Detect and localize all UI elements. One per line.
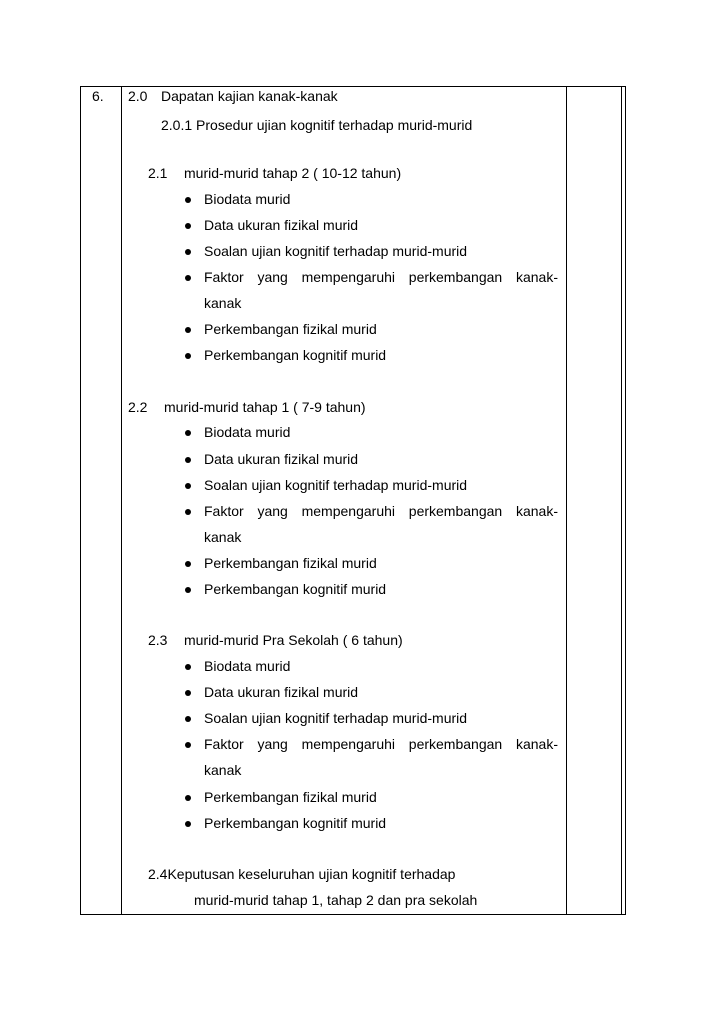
justified-word: kanak- (515, 736, 558, 752)
section-title: murid-murid tahap 2 ( 10-12 tahun) (184, 165, 402, 181)
list-item: Biodata murid (204, 658, 291, 674)
bullet-icon (185, 561, 191, 567)
bullet-icon (185, 483, 191, 489)
list-item: Data ukuran fizikal murid (204, 684, 359, 700)
list-item: Soalan ujian kognitif terhadap murid-murid (204, 710, 468, 726)
list-item-justified (204, 736, 558, 753)
list-item: Data ukuran fizikal murid (204, 451, 359, 467)
list-item: Soalan ujian kognitif terhadap murid-murid (204, 243, 468, 259)
justified-word: kanak- (515, 269, 558, 285)
list-item: Biodata murid (204, 191, 291, 207)
list-item: Perkembangan fizikal murid (204, 789, 377, 805)
bullet-icon (185, 795, 191, 801)
bullet-icon (185, 664, 191, 670)
justified-word: perkembangan (408, 736, 503, 752)
column-divider (121, 87, 122, 914)
justified-word: yang (257, 269, 288, 285)
bullet-icon (185, 197, 191, 203)
column-divider (621, 87, 622, 914)
list-item: Perkembangan fizikal murid (204, 321, 377, 337)
list-item: Biodata murid (204, 424, 291, 440)
justified-word: perkembangan (408, 269, 503, 285)
section-number: 2.3 (148, 632, 168, 648)
bullet-icon (185, 587, 191, 593)
section-title: murid-murid Pra Sekolah ( 6 tahun) (184, 632, 403, 648)
justified-word: perkembangan (408, 503, 503, 519)
list-item: Perkembangan kognitif murid (204, 581, 387, 597)
bullet-icon (185, 742, 191, 748)
list-item: Soalan ujian kognitif terhadap murid-murid (204, 477, 468, 493)
conclusion-line: murid-murid tahap 1, tahap 2 dan pra sekolah (194, 892, 478, 908)
row-number: 6. (92, 88, 104, 104)
heading-number: 2.0 (128, 88, 148, 104)
bullet-icon (185, 457, 191, 463)
list-item: Perkembangan fizikal murid (204, 555, 377, 571)
bullet-icon (185, 249, 191, 255)
justified-word: Faktor (204, 269, 244, 285)
justified-word: kanak- (515, 503, 558, 519)
bullet-icon (185, 716, 191, 722)
section-title: murid-murid tahap 1 ( 7-9 tahun) (164, 399, 366, 415)
bullet-icon (185, 509, 191, 515)
conclusion-line: 2.4Keputusan keseluruhan ujian kognitif terhadap (148, 866, 456, 882)
heading-title: Dapatan kajian kanak-kanak (161, 88, 338, 104)
justified-word: Faktor (204, 503, 244, 519)
bullet-icon (185, 353, 191, 359)
column-divider (566, 87, 567, 914)
justified-word: mempengaruhi (301, 503, 395, 519)
list-item-continuation: kanak (204, 295, 242, 311)
list-item-justified (204, 269, 558, 286)
list-item-continuation: kanak (204, 529, 242, 545)
list-item: Perkembangan kognitif murid (204, 815, 387, 831)
bullet-icon (185, 223, 191, 229)
list-item-justified (204, 503, 558, 520)
bullet-icon (185, 275, 191, 281)
justified-word: yang (257, 503, 288, 519)
bullet-icon (185, 327, 191, 333)
justified-word: Faktor (204, 736, 244, 752)
subheading: 2.0.1 Prosedur ujian kognitif terhadap murid-murid (161, 117, 473, 133)
bullet-icon (185, 430, 191, 436)
section-number: 2.1 (148, 165, 168, 181)
bullet-icon (185, 690, 191, 696)
bullet-icon (185, 821, 191, 827)
list-item-continuation: kanak (204, 762, 242, 778)
list-item: Perkembangan kognitif murid (204, 347, 387, 363)
section-number: 2.2 (128, 399, 148, 415)
justified-word: mempengaruhi (301, 269, 395, 285)
justified-word: mempengaruhi (301, 736, 395, 752)
justified-word: yang (257, 736, 288, 752)
list-item: Data ukuran fizikal murid (204, 217, 359, 233)
